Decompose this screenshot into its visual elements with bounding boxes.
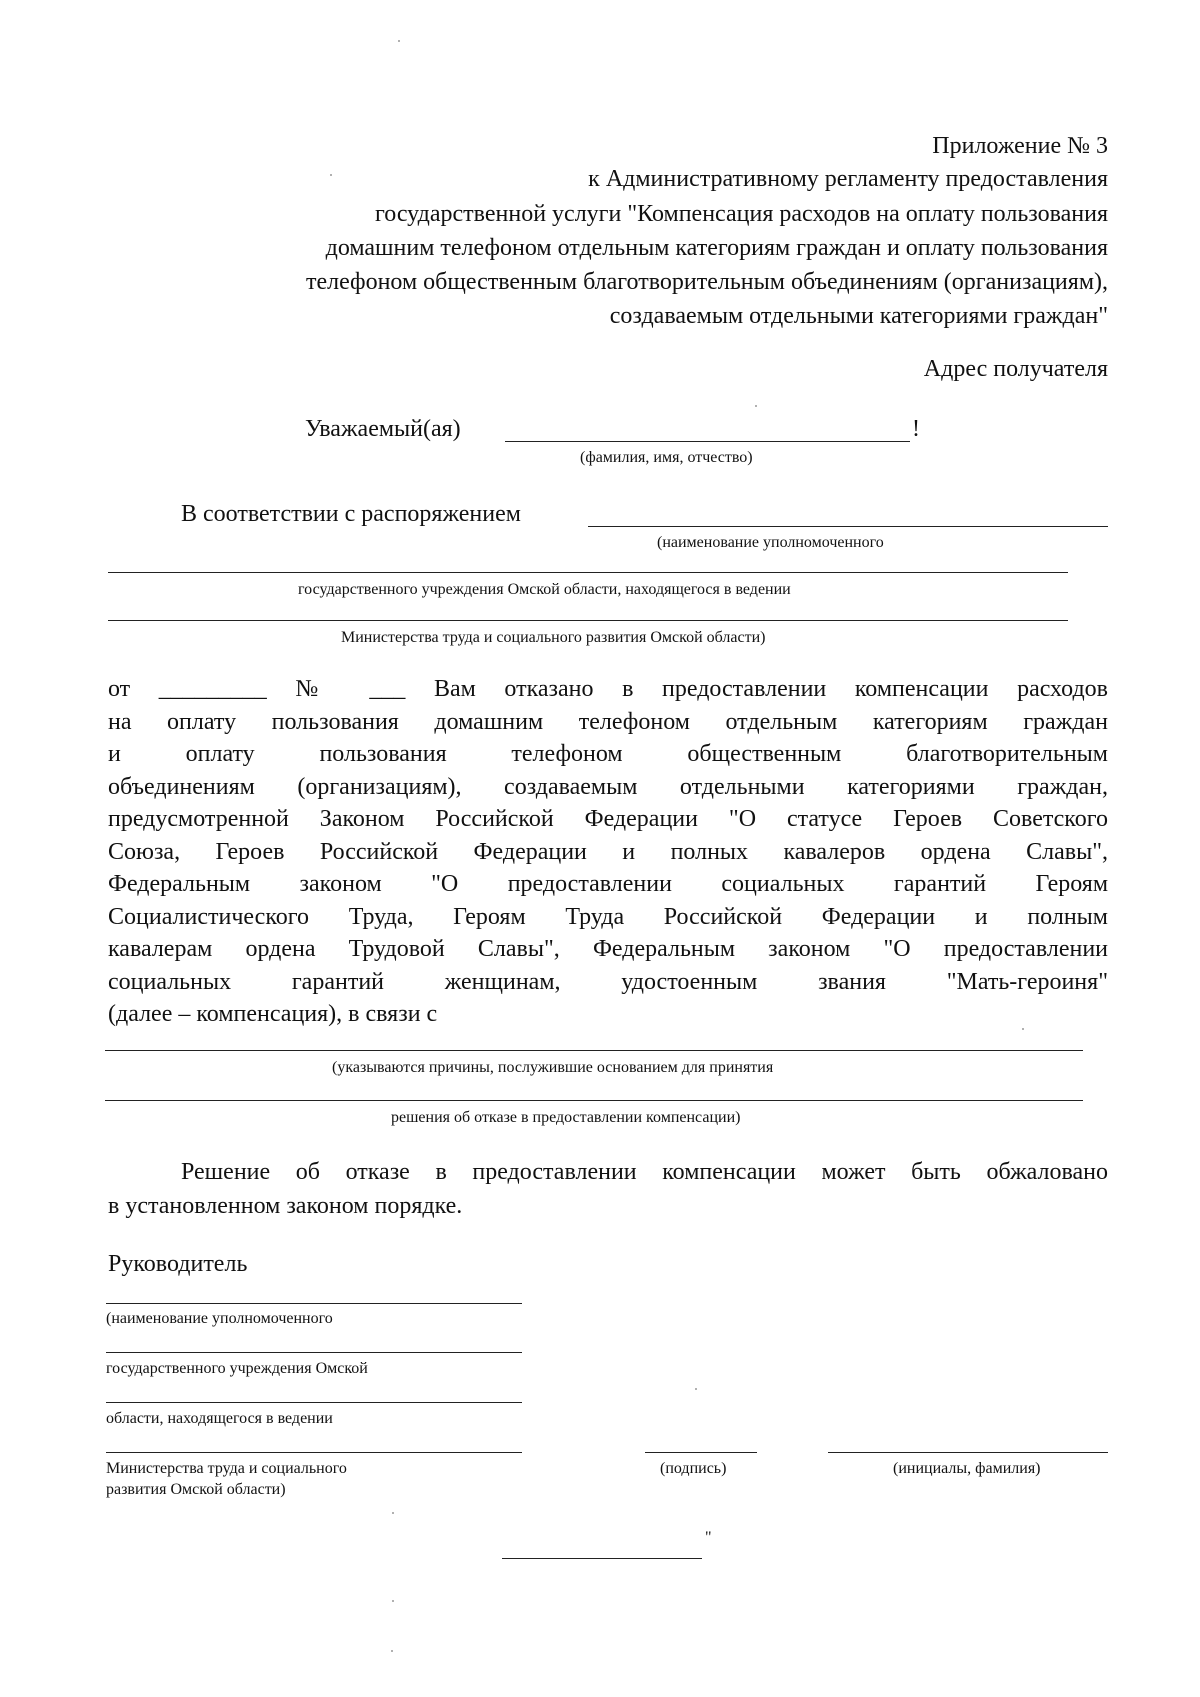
date-line (502, 1558, 702, 1559)
appendix-number: Приложение № 3 (932, 133, 1108, 159)
order-hint-1: (наименование уполномоченного (657, 534, 884, 551)
salutation-prefix: Уважаемый(ая) (305, 416, 461, 442)
scan-speck (392, 1600, 394, 1602)
org-label: области, находящегося в ведении (106, 1410, 333, 1427)
signature-head: Руководитель (108, 1251, 248, 1277)
org-line (106, 1303, 522, 1304)
appeal-line-2: в установленном законом порядке. (108, 1193, 463, 1219)
body-line: на оплату пользования домашним телефоном отдельным категориям граждан (108, 708, 1108, 735)
header-line: создаваемым отдельными категориями граждан" (609, 303, 1108, 329)
refusal-paragraph (108, 673, 1108, 1031)
header-line: телефоном общественным благотворительным объединениям (организациям), (305, 269, 1108, 295)
fio-hint: (фамилия, имя, отчество) (580, 449, 753, 466)
reasons-line (105, 1050, 1083, 1051)
body-line: Союза, Героев Российской Федерации и полных кавалеров ордена Славы", (108, 838, 1108, 865)
org-label: (наименование уполномоченного (106, 1310, 333, 1327)
scan-speck (392, 1512, 394, 1514)
scan-speck (330, 174, 332, 176)
org-label: государственного учреждения Омской (106, 1360, 368, 1377)
order-prefix: В соответствии с распоряжением (181, 501, 521, 527)
body-line: (далее – компенсация), в связи с (108, 1001, 438, 1027)
org-label: развития Омской области) (106, 1481, 286, 1498)
scan-speck (695, 1388, 697, 1390)
order-hint-3: Министерства труда и социального развития Омской области) (341, 629, 766, 646)
body-line: социальных гарантий женщинам, удостоенным звания "Мать-героиня" (108, 968, 1108, 995)
name-line (828, 1452, 1108, 1453)
order-line (108, 620, 1068, 621)
scan-speck (391, 1650, 393, 1652)
org-line (106, 1452, 522, 1453)
appeal-line-1: Решение об отказе в предоставлении компенсации может быть обжаловано (181, 1159, 1108, 1185)
header-line: к Административному регламенту предоставления (588, 166, 1108, 192)
body-line: от _________ № ___ Вам отказано в предоставлении компенсации расходов (108, 676, 1108, 702)
body-line: объединениям (организациям), создаваемым отдельными категориями граждан, (108, 773, 1108, 800)
org-line (106, 1352, 522, 1353)
order-line (588, 526, 1108, 527)
body-line: и оплату пользования телефоном общественным благотворительным (108, 741, 1108, 767)
header-line: государственной услуги "Компенсация расходов на оплату пользования (375, 201, 1108, 227)
reasons-line (105, 1100, 1083, 1101)
signature-label: (подпись) (660, 1460, 727, 1477)
reasons-hint-2: решения об отказе в предоставлении компенсации) (391, 1109, 741, 1126)
order-hint-2: государственного учреждения Омской области, находящегося в ведении (298, 581, 791, 598)
body-line: Федеральным законом "О предоставлении социальных гарантий Героям (108, 871, 1108, 897)
body-line: Социалистического Труда, Героям Труда Российской Федерации и полным (108, 903, 1108, 930)
signature-line (645, 1452, 757, 1453)
scan-speck (1022, 1028, 1024, 1030)
header-line: домашним телефоном отдельным категориям граждан и оплату пользования (325, 235, 1108, 261)
date-quote: " (705, 1529, 712, 1546)
scan-speck (398, 40, 400, 42)
salutation-suffix: ! (912, 416, 920, 442)
org-line (106, 1402, 522, 1403)
body-line: предусмотренной Законом Российской Федерации "О статусе Героев Советского (108, 806, 1108, 832)
body-line: кавалерам ордена Трудовой Славы", Федеральным законом "О предоставлении (108, 936, 1108, 962)
recipient-address: Адрес получателя (923, 356, 1108, 382)
reasons-hint-1: (указываются причины, послужившие основанием для принятия (332, 1059, 774, 1076)
order-line (108, 572, 1068, 573)
fio-line (505, 441, 910, 442)
org-label: Министерства труда и социального (106, 1460, 347, 1477)
scan-speck (755, 405, 757, 407)
name-label: (инициалы, фамилия) (893, 1460, 1041, 1477)
